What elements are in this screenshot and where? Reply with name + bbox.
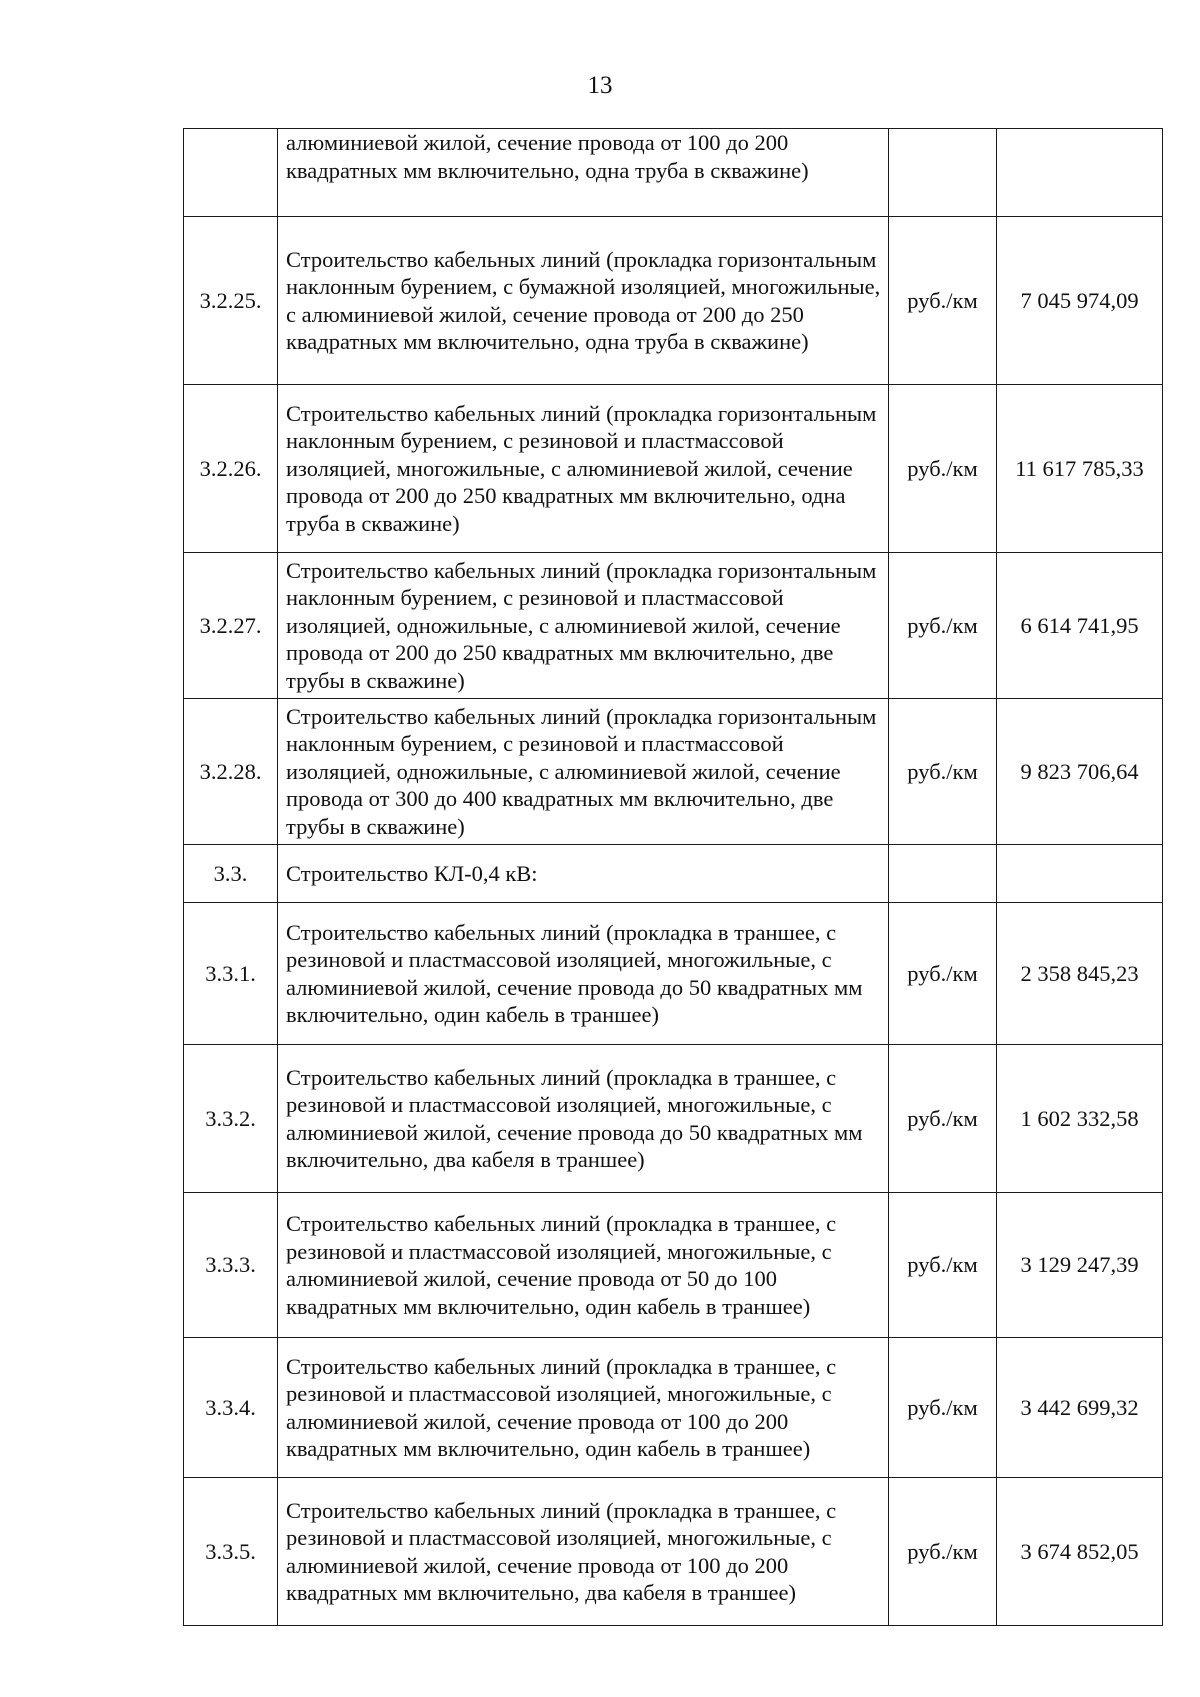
row-unit — [889, 845, 997, 903]
row-description: Строительство кабельных линий (прокладка горизонтальным наклонным бурением, с бумажной изоляцией, многожильные, с алюминиевой жилой, сечение провода от 200 до 250 квадратных мм включительно, одна труба в скважине) — [278, 217, 889, 385]
row-price: 3 442 699,32 — [997, 1338, 1163, 1478]
row-price: 9 823 706,64 — [997, 699, 1163, 845]
table-row — [184, 903, 1163, 1045]
row-unit: руб./км — [889, 385, 997, 553]
table-row — [184, 1193, 1163, 1338]
row-price — [997, 845, 1163, 903]
row-unit: руб./км — [889, 553, 997, 699]
row-number: 3.3.4. — [184, 1338, 278, 1478]
row-price: 3 674 852,05 — [997, 1478, 1163, 1626]
row-price: 7 045 974,09 — [997, 217, 1163, 385]
row-description: алюминиевой жилой, сечение провода от 100 до 200 квадратных мм включительно, одна труба в скважине) — [278, 129, 889, 217]
row-description: Строительство кабельных линий (прокладка в траншее, с резиновой и пластмассовой изоляцией, многожильные, с алюминиевой жилой, сечение провода от 100 до 200 квадратных мм включительно, один кабель в траншее) — [278, 1338, 889, 1478]
table-row — [184, 553, 1163, 699]
row-price: 11 617 785,33 — [997, 385, 1163, 553]
table-row — [184, 385, 1163, 553]
row-number: 3.2.26. — [184, 385, 278, 553]
row-number: 3.2.25. — [184, 217, 278, 385]
row-price: 1 602 332,58 — [997, 1045, 1163, 1193]
page-number: 13 — [587, 72, 613, 99]
table-row — [184, 129, 1163, 217]
table-row — [184, 1045, 1163, 1193]
row-description: Строительство кабельных линий (прокладка горизонтальным наклонным бурением, с резиновой и пластмассовой изоляцией, многожильные, с алюминиевой жилой, сечение провода от 200 до 250 квадратных мм включительно, одна труба в скважине) — [278, 385, 889, 553]
row-description: Строительство кабельных линий (прокладка в траншее, с резиновой и пластмассовой изоляцией, многожильные, с алюминиевой жилой, сечение провода до 50 квадратных мм включительно, два кабеля в траншее) — [278, 1045, 889, 1193]
row-unit: руб./км — [889, 1338, 997, 1478]
row-number: 3.3. — [184, 845, 278, 903]
table-row — [184, 1478, 1163, 1626]
row-number: 3.3.3. — [184, 1193, 278, 1338]
row-description: Строительство кабельных линий (прокладка горизонтальным наклонным бурением, с резиновой и пластмассовой изоляцией, одножильные, с алюминиевой жилой, сечение провода от 200 до 250 квадратных мм включительно, две трубы в скважине) — [278, 553, 889, 699]
row-price — [997, 129, 1163, 217]
row-number: 3.2.27. — [184, 553, 278, 699]
row-unit: руб./км — [889, 1193, 997, 1338]
row-price: 6 614 741,95 — [997, 553, 1163, 699]
row-description: Строительство кабельных линий (прокладка в траншее, с резиновой и пластмассовой изоляцией, многожильные, с алюминиевой жилой, сечение провода до 50 квадратных мм включительно, один кабель в траншее) — [278, 903, 889, 1045]
row-number: 3.2.28. — [184, 699, 278, 845]
row-unit — [889, 129, 997, 217]
table-row — [184, 217, 1163, 385]
row-price: 2 358 845,23 — [997, 903, 1163, 1045]
row-unit: руб./км — [889, 699, 997, 845]
row-unit: руб./км — [889, 217, 997, 385]
row-unit: руб./км — [889, 1478, 997, 1626]
row-description: Строительство КЛ-0,4 кВ: — [278, 845, 889, 903]
row-number: 3.3.1. — [184, 903, 278, 1045]
table-row — [184, 1338, 1163, 1478]
table-row — [184, 699, 1163, 845]
rates-table — [183, 128, 1163, 1626]
row-number: 3.3.5. — [184, 1478, 278, 1626]
row-unit: руб./км — [889, 903, 997, 1045]
row-unit: руб./км — [889, 1045, 997, 1193]
row-price: 3 129 247,39 — [997, 1193, 1163, 1338]
row-description: Строительство кабельных линий (прокладка горизонтальным наклонным бурением, с резиновой и пластмассовой изоляцией, одножильные, с алюминиевой жилой, сечение провода от 300 до 400 квадратных мм включительно, две трубы в скважине) — [278, 699, 889, 845]
row-number — [184, 129, 278, 217]
row-description: Строительство кабельных линий (прокладка в траншее, с резиновой и пластмассовой изоляцией, многожильные, с алюминиевой жилой, сечение провода от 50 до 100 квадратных мм включительно, один кабель в траншее) — [278, 1193, 889, 1338]
row-description: Строительство кабельных линий (прокладка в траншее, с резиновой и пластмассовой изоляцией, многожильные, с алюминиевой жилой, сечение провода от 100 до 200 квадратных мм включительно, два кабеля в траншее) — [278, 1478, 889, 1626]
row-number: 3.3.2. — [184, 1045, 278, 1193]
section-row — [184, 845, 1163, 903]
